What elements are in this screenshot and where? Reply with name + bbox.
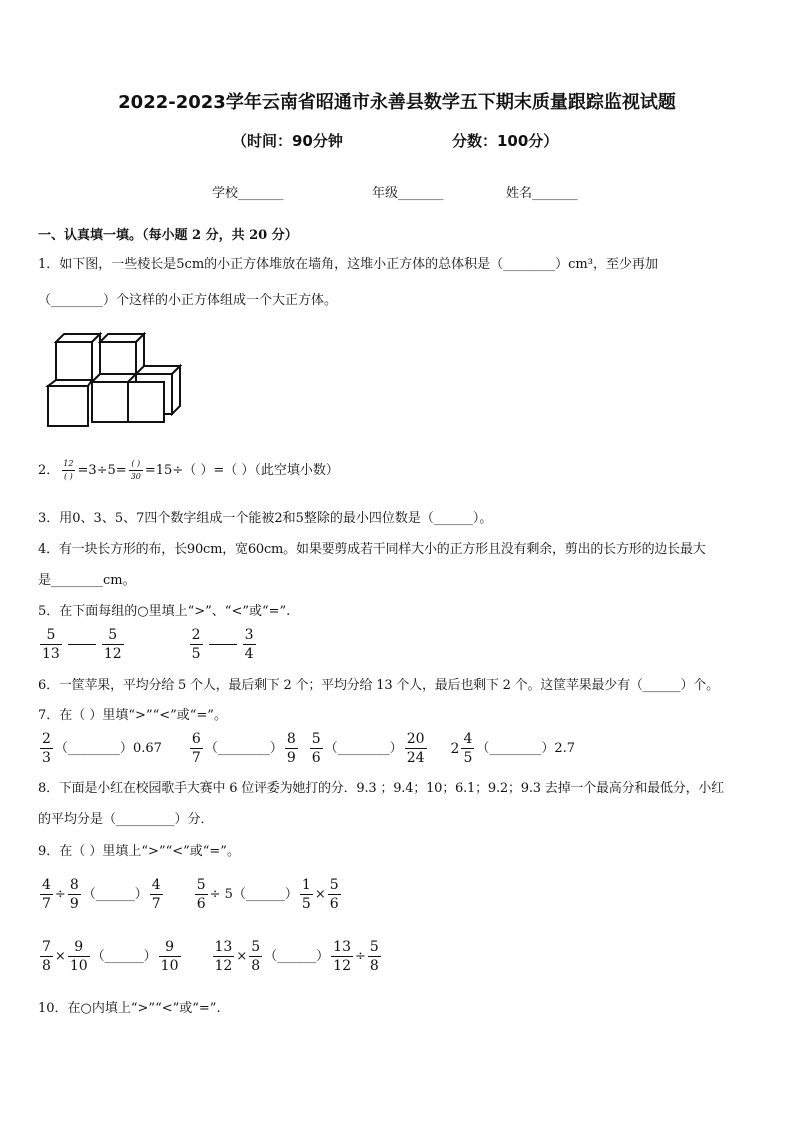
compare-line — [209, 644, 237, 645]
numerator: 6 — [191, 731, 201, 747]
operator: ÷ — [355, 948, 366, 964]
denominator: 5 — [191, 646, 201, 662]
numerator: 7 — [42, 939, 51, 955]
fraction — [40, 878, 53, 911]
cube-stack-figure — [40, 322, 190, 432]
answer-blank: （________） — [54, 740, 133, 756]
numerator: 3 — [244, 627, 254, 643]
answer-blank: （______） — [264, 948, 330, 964]
denominator: 6 — [329, 896, 339, 912]
question-9: 9．在（ ）里填上“>”“<”或“=”。 — [38, 844, 240, 859]
equation-text: =3÷5= — [77, 462, 127, 478]
denominator: ( ) — [63, 472, 73, 481]
question-6: 6．一筐苹果，平均分给 5 个人，最后剩下 2 个；平均分给 13 个人，最后也剩下 2 个。这筐苹果最少有（______）个。 — [38, 678, 719, 693]
equation-text: =15÷（ ）=（ ）（此空填小数） — [144, 462, 339, 478]
numerator: 5 — [196, 877, 206, 893]
denominator: 9 — [69, 896, 79, 912]
numerator: 5 — [46, 627, 56, 643]
answer-blank: （________） — [324, 740, 403, 756]
denominator: 4 — [244, 646, 254, 662]
fraction — [190, 628, 203, 661]
compare-line — [68, 644, 96, 645]
section-heading: 一、认真填一填。（每小题 2 分，共 20 分） — [38, 228, 298, 243]
fraction — [68, 878, 81, 911]
question-5: 5．在下面每组的○里填上“>”、“<”或“=”. — [38, 604, 291, 619]
numerator: 8 — [69, 877, 79, 893]
denominator: 8 — [42, 958, 51, 974]
fraction — [40, 732, 53, 765]
operator: ÷ — [54, 886, 66, 902]
question-1-line2: （________）个这样的小正方体组成一个大正方体。 — [38, 293, 338, 308]
denominator: 8 — [251, 958, 261, 974]
question-4-line2: 是________cm。 — [38, 573, 136, 588]
fraction — [328, 878, 341, 911]
numerator: 13 — [214, 939, 233, 955]
answer-blank: （______） — [82, 886, 148, 902]
grade-field: 年级_______ — [372, 186, 444, 201]
question-9-row1 — [38, 878, 343, 911]
answer-blank: （________） — [204, 740, 283, 756]
fraction — [368, 940, 381, 973]
question-5-items — [38, 628, 258, 661]
fraction — [150, 878, 163, 911]
denominator: 30 — [130, 472, 141, 481]
fraction — [129, 460, 143, 481]
whole-number: 2 — [450, 740, 460, 757]
question-10: 10．在○内填上“>”“<”或“=”. — [38, 1001, 221, 1016]
denominator: 8 — [369, 958, 379, 974]
compare-value: 0.67 — [132, 740, 162, 756]
fraction — [249, 940, 262, 973]
question-2 — [38, 460, 339, 481]
question-7: 7．在（ ）里填“>”“<”或“=”。 — [38, 708, 227, 723]
question-9-row2 — [38, 940, 383, 973]
fraction — [68, 940, 90, 973]
fraction — [405, 732, 427, 765]
denominator: 5 — [463, 750, 473, 766]
fraction — [310, 732, 323, 765]
fraction — [40, 628, 62, 661]
operator: ÷ 5 — [209, 886, 233, 902]
denominator: 7 — [151, 896, 161, 912]
denominator: 10 — [69, 958, 88, 974]
fraction — [331, 940, 353, 973]
denominator: 3 — [42, 750, 51, 766]
fraction — [285, 732, 298, 765]
fraction — [159, 940, 181, 973]
operator: × — [314, 886, 326, 902]
numerator: 2 — [191, 627, 201, 643]
numerator: 20 — [406, 731, 425, 747]
numerator: ( ) — [131, 459, 141, 468]
question-3: 3．用0、3、5、7四个数字组成一个能被2和5整除的最小四位数是（______）。 — [38, 511, 493, 526]
denominator: 6 — [196, 896, 206, 912]
question-7-items — [38, 732, 575, 765]
operator: × — [54, 948, 66, 964]
time-label: （时间：90分钟 — [232, 132, 343, 150]
denominator: 7 — [191, 750, 201, 766]
answer-blank: （______） — [232, 886, 298, 902]
numerator: 4 — [42, 877, 51, 893]
question-2-number: 2． — [38, 462, 60, 478]
numerator: 1 — [301, 877, 311, 893]
numerator: 4 — [463, 731, 473, 747]
page-title: 2022-2023学年云南省昭通市永善县数学五下期末质量跟踪监视试题 — [118, 92, 676, 113]
numerator: 5 — [251, 939, 261, 955]
numerator: 4 — [151, 877, 161, 893]
fraction — [213, 940, 235, 973]
numerator: 8 — [286, 731, 296, 747]
fraction — [461, 732, 474, 765]
school-field: 学校_______ — [212, 186, 284, 201]
numerator: 5 — [369, 939, 379, 955]
denominator: 13 — [42, 646, 60, 662]
question-1-line1: 1．如下图，一些棱长是5cm的小正方体堆放在墙角，这堆小正方体的总体积是（________）cm³，至少再加 — [38, 257, 658, 272]
numerator: 9 — [74, 939, 84, 955]
question-8-line1: 8．下面是小红在校园歌手大赛中 6 位评委为她打的分．9.3 ；9.4；10；6.1；9.2；9.3 去掉一个最高分和最低分，小红 — [38, 781, 724, 796]
denominator: 5 — [301, 896, 311, 912]
denominator: 12 — [333, 958, 351, 974]
denominator: 10 — [160, 958, 179, 974]
question-4-line1: 4．有一块长方形的布，长90cm，宽60cm。如果要剪成若干同样大小的正方形且没有剩余，剪出的长方形的边长最大 — [38, 542, 706, 557]
numerator: 5 — [311, 731, 321, 747]
name-field: 姓名_______ — [506, 186, 578, 201]
denominator: 12 — [214, 958, 233, 974]
fraction — [190, 732, 203, 765]
denominator: 24 — [406, 750, 425, 766]
answer-blank: （________） — [476, 740, 555, 756]
numerator: 5 — [329, 877, 339, 893]
question-8-line2: 的平均分是（_________）分． — [38, 812, 214, 827]
numerator: 9 — [165, 939, 175, 955]
compare-value: 2.7 — [554, 740, 576, 756]
numerator: 12 — [63, 459, 74, 468]
denominator: 9 — [286, 750, 296, 766]
fraction — [61, 460, 75, 481]
answer-blank: （______） — [91, 948, 157, 964]
fraction — [243, 628, 256, 661]
numerator: 5 — [108, 627, 118, 643]
numerator: 13 — [333, 939, 351, 955]
denominator: 6 — [311, 750, 321, 766]
fraction — [40, 940, 53, 973]
operator: × — [236, 948, 248, 964]
denominator: 7 — [42, 896, 51, 912]
fraction — [102, 628, 124, 661]
fraction — [195, 878, 208, 911]
fraction — [300, 878, 313, 911]
denominator: 12 — [103, 646, 122, 662]
score-label: 分数：100分） — [452, 132, 559, 150]
numerator: 2 — [42, 731, 51, 747]
